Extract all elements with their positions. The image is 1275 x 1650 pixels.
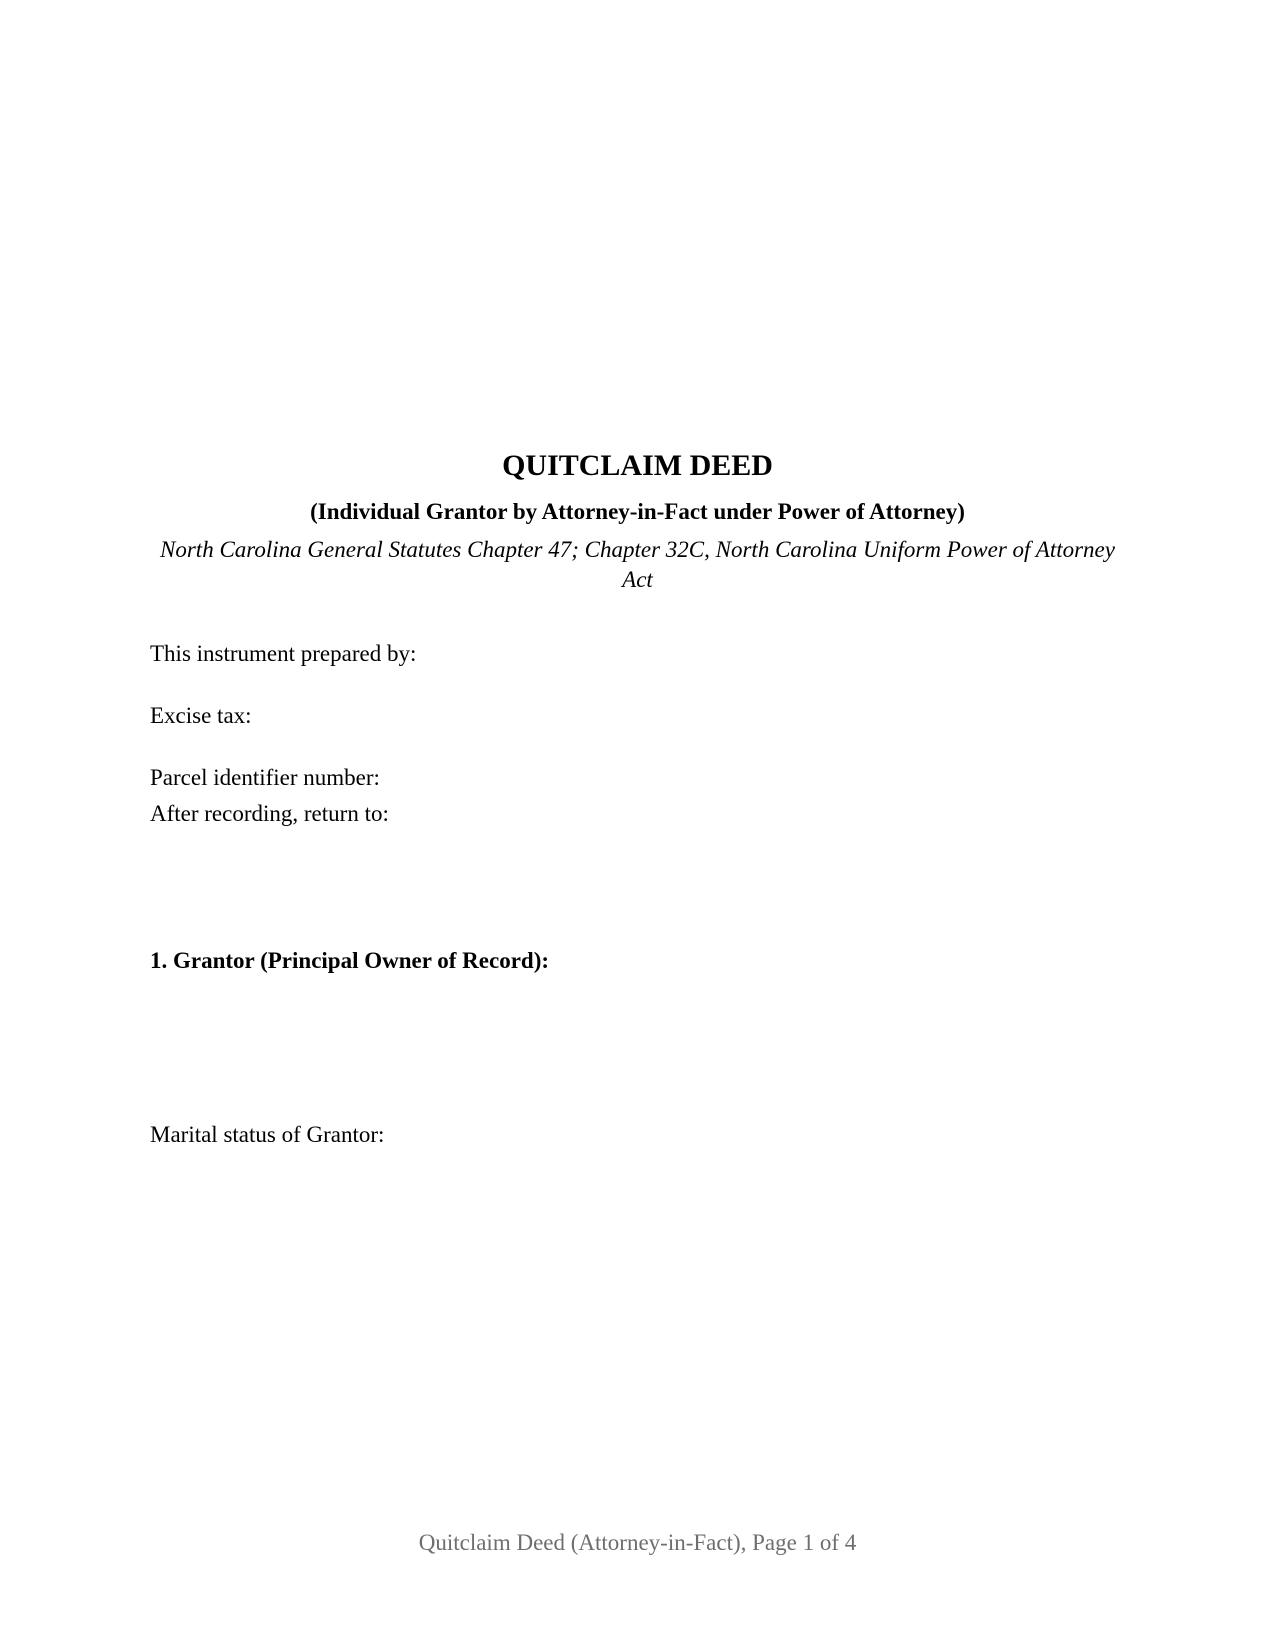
prepared-by-label: This instrument prepared by:	[150, 641, 417, 666]
page-footer: Quitclaim Deed (Attorney-in-Fact), Page 1 of 4	[418, 1530, 857, 1555]
grantor-section-heading: 1. Grantor (Principal Owner of Record):	[150, 948, 550, 973]
document-subtitle: (Individual Grantor by Attorney-in-Fact under Power of Attorney)	[310, 499, 965, 524]
statute-reference: North Carolina General Statutes Chapter 47; Chapter 32C, North Carolina Uniform Power of Attorney Act	[160, 537, 1115, 592]
return-to-label: After recording, return to:	[150, 801, 389, 826]
excise-tax-label: Excise tax:	[150, 703, 252, 728]
document-title: QUITCLAIM DEED	[502, 449, 773, 482]
parcel-identifier-label: Parcel identifier number:	[150, 765, 380, 790]
marital-status-label: Marital status of Grantor:	[150, 1122, 385, 1147]
